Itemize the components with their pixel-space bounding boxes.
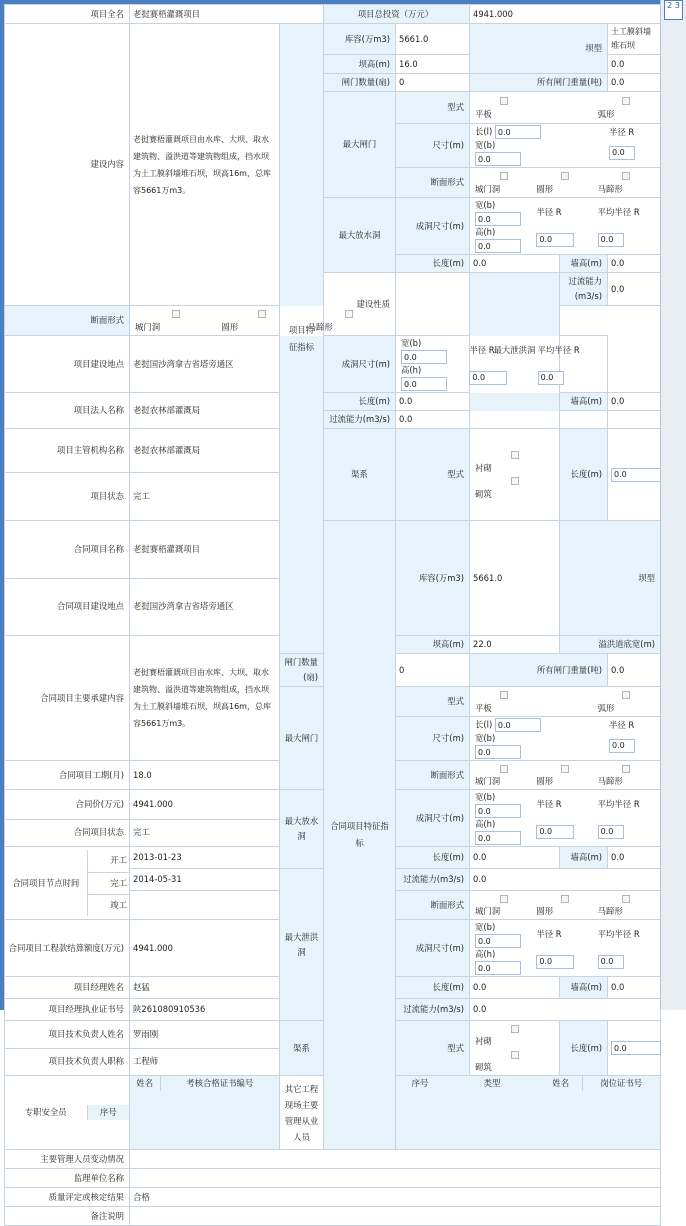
flood-horseshoe-checkbox[interactable] xyxy=(345,310,353,318)
nodes-cell xyxy=(5,847,130,920)
settle-label: 合同项目工程款结算额度(万元) xyxy=(5,920,130,977)
c-gate-weight-value: 0.0 xyxy=(608,654,661,687)
safety-label: 专职安全员 xyxy=(24,1107,67,1117)
unlined-checkbox[interactable] xyxy=(511,477,519,485)
discharge-width-input[interactable] xyxy=(475,212,521,226)
flood-section-label: 断面形式 xyxy=(5,306,130,336)
gate-width-input[interactable] xyxy=(475,152,521,166)
c-flood-flow2-value: 0.0 xyxy=(470,999,661,1021)
safety-col-index: 序号 xyxy=(87,1105,129,1120)
supervisor-value xyxy=(130,1169,661,1188)
other-col-index: 序号 xyxy=(411,1078,429,1088)
contract-content-value: 老挝赛梧灌溉项目由水库、大坝、取水建筑物、溢洪道等建筑物组成，挡水坝为土工膜斜墙堆石坝，坝高16m，总库容5661万m3。 xyxy=(130,636,280,761)
c-flood-height-input[interactable] xyxy=(475,961,521,975)
discharge-wall-label: 墙高(m) xyxy=(560,255,608,273)
notes-label: 备注说明 xyxy=(5,1207,130,1226)
c-flat-checkbox[interactable] xyxy=(500,691,508,699)
c-flood-wall-label: 墙高(m) xyxy=(560,977,608,999)
flat-label: 平板 xyxy=(475,108,492,119)
location-value: 老挝国沙湾拿吉省塔旁通区 xyxy=(130,336,280,393)
c-canal-length-label: 长度(m) xyxy=(560,1021,608,1076)
city-gate-label: 城门洞 xyxy=(475,183,501,194)
contract-name-value: 老挝赛梧灌溉项目 xyxy=(130,521,280,579)
c-gate-weight-label: 所有闸门重量(吨) xyxy=(470,654,608,687)
flood-flow-label: 过流能力(m3/s) xyxy=(560,273,608,306)
max-gate-label: 最大闸门 xyxy=(324,92,396,198)
legal-value: 老挝农林部灌溉局 xyxy=(130,393,280,429)
c-flood-size-fields xyxy=(470,920,661,977)
supervisor-label: 监理单位名称 xyxy=(5,1169,130,1188)
tech-label: 项目技术负责人姓名 xyxy=(5,1021,130,1049)
c-flood-radius-label: 半径 R xyxy=(536,929,562,939)
city-gate-checkbox[interactable] xyxy=(500,172,508,180)
final-value xyxy=(130,891,280,920)
nature-label: 建设性质 xyxy=(324,273,396,336)
flood-radius-input[interactable] xyxy=(469,371,507,385)
safety-col-name: 姓名 xyxy=(130,1076,160,1091)
flood-radius-label: 半径 R xyxy=(469,345,495,355)
c-max-discharge-label: 最大放水洞 xyxy=(280,790,324,869)
dam-height-value: 16.0 xyxy=(396,55,470,74)
flood-wall-value: 0.0 xyxy=(608,393,661,411)
contract-location-label: 合同项目建设地点 xyxy=(5,578,130,636)
c-discharge-avg-radius-label: 平均半径 R xyxy=(597,799,640,809)
canal-length-label: 长度(m) xyxy=(560,429,608,521)
tech-title-value: 工程师 xyxy=(130,1048,280,1076)
c-section-options xyxy=(470,761,661,790)
c-width-b-label: 宽(b) xyxy=(475,733,496,743)
c-flood-length-value: 0.0 xyxy=(470,977,560,999)
canal-length-input[interactable] xyxy=(611,468,661,482)
flood-flow-value: 0.0 xyxy=(608,273,661,306)
c-discharge-length-label: 长度(m) xyxy=(396,847,470,869)
c-section-label: 断面形式 xyxy=(396,761,470,790)
c-flood-avg-radius-input[interactable] xyxy=(598,955,624,969)
project-form-table xyxy=(4,4,661,1226)
changes-label: 主要管理人员变动情况 xyxy=(5,1150,130,1169)
c-capacity-value: 5661.0 xyxy=(470,521,560,636)
dam-type-value: 土工膜斜墙堆石坝 xyxy=(608,24,661,55)
c-flood-length-label: 长度(m) xyxy=(396,977,470,999)
c-gate-width-input[interactable] xyxy=(475,745,521,759)
c-arc-label: 弧形 xyxy=(597,702,615,713)
width-b-label: 宽(b) xyxy=(475,140,496,150)
c-discharge-wall-label: 墙高(m) xyxy=(560,847,608,869)
contract-status-label: 合同项目状态 xyxy=(5,819,130,846)
start-label: 开工 xyxy=(87,850,129,872)
contract-status-value: 完工 xyxy=(130,819,280,846)
duration-value: 18.0 xyxy=(130,761,280,790)
gate-size-label: 尺寸(m) xyxy=(396,124,470,168)
gate-size-fields xyxy=(470,124,661,168)
c-canal-form-options xyxy=(470,1021,560,1076)
c-flood-city-gate-label: 城门洞 xyxy=(475,906,501,916)
vertical-scrollbar[interactable] xyxy=(660,0,686,1010)
flood-formed-size-label: 成洞尺寸(m) xyxy=(324,336,396,393)
c-discharge-width-label: 宽(b) xyxy=(475,792,496,802)
max-flood-label: 最大泄洪洞 xyxy=(470,273,560,429)
c-flood-circle-checkbox[interactable] xyxy=(561,895,569,903)
lined-checkbox[interactable] xyxy=(511,451,519,459)
status-value: 完工 xyxy=(130,473,280,521)
section-label: 断面形式 xyxy=(396,168,470,198)
discharge-width-label: 宽(b) xyxy=(475,200,496,210)
c-gate-size-label: 尺寸(m) xyxy=(396,717,470,761)
flood-city-gate-label: 城门洞 xyxy=(135,321,161,332)
c-discharge-height-label: 高(h) xyxy=(475,819,496,829)
flood-city-gate-checkbox[interactable] xyxy=(172,310,180,318)
c-unlined-checkbox[interactable] xyxy=(511,1051,519,1059)
gate-count-label: 闸门数量(扇) xyxy=(324,74,396,92)
authority-value: 老挝农林部灌溉局 xyxy=(130,429,280,473)
c-lined-label: 衬砌 xyxy=(475,1036,492,1046)
project-name-label: 项目全名 xyxy=(5,5,130,24)
notes-value xyxy=(130,1207,661,1226)
gate-length-input[interactable] xyxy=(495,125,541,139)
c-gate-radius-input[interactable] xyxy=(609,739,635,753)
discharge-radius-input[interactable] xyxy=(536,233,574,247)
nature-value xyxy=(396,273,470,336)
c-radius-label: 半径 R xyxy=(609,719,635,730)
gate-count-value: 0 xyxy=(396,74,470,92)
c-flood-section-options xyxy=(470,891,661,920)
content-label: 建设内容 xyxy=(5,24,130,306)
max-discharge-label: 最大放水洞 xyxy=(324,198,396,273)
total-invest-value: 4941.000 xyxy=(470,5,661,24)
flood-avg-radius-input[interactable] xyxy=(538,371,564,385)
c-flood-width-label: 宽(b) xyxy=(475,922,496,932)
c-arc-checkbox[interactable] xyxy=(622,691,630,699)
discharge-size-fields xyxy=(470,198,661,255)
legal-label: 项目法人名称 xyxy=(5,393,130,429)
c-horseshoe-checkbox[interactable] xyxy=(622,765,630,773)
c-max-flood-label: 最大泄洪洞 xyxy=(280,869,324,1021)
gate-form-options xyxy=(470,92,661,124)
c-unlined-label: 砌筑 xyxy=(475,1062,492,1072)
c-discharge-radius-input[interactable] xyxy=(536,825,574,839)
c-gate-size-fields xyxy=(470,717,661,761)
c-flood-section-label: 断面形式 xyxy=(396,891,470,920)
contract-feature-label: 合同项目特征指标 xyxy=(324,521,396,1150)
c-dam-type-label: 坝型 xyxy=(560,521,661,636)
quality-value: 合格 xyxy=(130,1188,661,1207)
c-discharge-size-fields xyxy=(470,790,661,847)
flat-checkbox[interactable] xyxy=(500,97,508,105)
c-formed-size-label: 成洞尺寸(m) xyxy=(396,790,470,847)
discharge-height-input[interactable] xyxy=(475,239,521,253)
authority-label: 项目主管机构名称 xyxy=(5,429,130,473)
pm-label: 项目经理姓名 xyxy=(5,977,130,999)
c-flood-horseshoe-label: 马蹄形 xyxy=(597,906,623,916)
c-flood-height-label: 高(h) xyxy=(475,949,496,959)
form-panel xyxy=(4,4,660,1221)
c-canal-length-input[interactable] xyxy=(611,1041,661,1055)
c-flood-circle-label: 圆形 xyxy=(536,906,554,916)
pm-value: 赵猛 xyxy=(130,977,280,999)
c-canal-form-label: 型式 xyxy=(396,1021,470,1076)
flood-avg-radius-label: 平均半径 R xyxy=(537,345,580,355)
flood-width-label: 宽(b) xyxy=(401,338,422,348)
project-name-value: 老挝赛梧灌溉项目 xyxy=(130,5,324,24)
settle-value: 4941.000 xyxy=(130,920,280,977)
contract-name-label: 合同项目名称 xyxy=(5,521,130,579)
c-city-gate-checkbox[interactable] xyxy=(500,765,508,773)
other-staff-label: 其它工程现场主要管理从业人员 xyxy=(280,1076,324,1150)
flood-length-value: 0.0 xyxy=(396,393,470,411)
c-circle-checkbox[interactable] xyxy=(561,765,569,773)
c-length-l-label: 长(l) xyxy=(475,719,493,730)
canal-form-options xyxy=(470,429,560,521)
canal-label: 渠系 xyxy=(324,429,396,521)
c-discharge-wall-value: 0.0 xyxy=(608,847,661,869)
c-flood-width-input[interactable] xyxy=(475,934,521,948)
horseshoe-checkbox[interactable] xyxy=(622,172,630,180)
changes-value xyxy=(130,1150,661,1169)
c-flat-label: 平板 xyxy=(475,702,492,713)
quality-label: 质量评定或核定结果 xyxy=(5,1188,130,1207)
c-discharge-length-value: 0.0 xyxy=(470,847,560,869)
c-discharge-width-input[interactable] xyxy=(475,804,521,818)
c-flood-city-gate-checkbox[interactable] xyxy=(500,895,508,903)
price-label: 合同价(万元) xyxy=(5,790,130,820)
flood-flow2-label: 过流能力(m3/s) xyxy=(324,411,396,429)
other-col-name: 姓名 xyxy=(540,1076,582,1091)
nodes-label: 合同项目节点时间 xyxy=(12,877,80,888)
c-city-gate-label: 城门洞 xyxy=(475,776,501,786)
other-col-type: 类型 xyxy=(483,1078,501,1088)
gate-radius-input[interactable] xyxy=(609,146,635,160)
finish-label: 完工 xyxy=(87,872,129,894)
final-label: 竣工 xyxy=(87,894,129,916)
duration-label: 合同项目工期(月) xyxy=(5,761,130,790)
feature-label: 项目特征指标 xyxy=(280,24,324,654)
flood-circle-checkbox[interactable] xyxy=(258,310,266,318)
c-dam-height-label: 坝高(m) xyxy=(396,636,470,654)
other-col-cert: 岗位证书号 xyxy=(600,1078,643,1088)
contract-content-label: 合同项目主要承建内容 xyxy=(5,636,130,761)
dam-height-label: 坝高(m) xyxy=(324,55,396,74)
c-flood-wall-value: 0.0 xyxy=(608,977,661,999)
discharge-height-label: 高(h) xyxy=(475,227,496,237)
status-label: 项目状态 xyxy=(5,473,130,521)
flood-width-input[interactable] xyxy=(401,350,447,364)
gate-weight-value: 0.0 xyxy=(608,74,661,92)
c-dam-height-value: 22.0 xyxy=(470,636,560,654)
c-discharge-avg-radius-input[interactable] xyxy=(598,825,624,839)
discharge-avg-radius-label: 平均半径 R xyxy=(597,207,640,217)
flood-length-label: 长度(m) xyxy=(324,393,396,411)
contract-location-value: 老挝国沙湾拿吉省塔旁通区 xyxy=(130,578,280,636)
length-l-label: 长(l) xyxy=(475,126,493,137)
c-discharge-height-input[interactable] xyxy=(475,831,521,845)
other-staff-table xyxy=(396,1076,661,1150)
total-invest-label: 项目总投资（万元） xyxy=(324,5,470,24)
lined-label: 衬砌 xyxy=(475,462,492,473)
gate-form-label: 型式 xyxy=(396,92,470,124)
c-capacity-label: 库容(万m3) xyxy=(396,521,470,636)
unlined-label: 砌筑 xyxy=(475,488,492,499)
radius-label: 半径 R xyxy=(609,126,635,137)
c-flood-horseshoe-checkbox[interactable] xyxy=(622,895,630,903)
capacity-label: 库容(万m3) xyxy=(324,24,396,55)
c-flood-flow2-label: 过流能力(m3/s) xyxy=(396,999,470,1021)
c-horseshoe-label: 马蹄形 xyxy=(597,776,623,786)
c-flood-radius-input[interactable] xyxy=(536,955,574,969)
safety-cols xyxy=(130,1076,280,1150)
c-lined-checkbox[interactable] xyxy=(511,1025,519,1033)
c-flood-avg-radius-label: 平均半径 R xyxy=(597,929,640,939)
safety-col-cert: 考核合格证书编号 xyxy=(186,1078,254,1088)
c-canal-label: 渠系 xyxy=(280,1021,324,1076)
c-discharge-radius-label: 半径 R xyxy=(536,799,562,809)
horseshoe-label: 马蹄形 xyxy=(597,183,623,194)
dam-type-label: 坝型 xyxy=(470,24,608,74)
scroll-page-indicator[interactable]: 2 3 xyxy=(664,0,683,20)
discharge-length-label: 长度(m) xyxy=(396,255,470,273)
safety-cell xyxy=(5,1076,130,1150)
c-gate-length-input[interactable] xyxy=(495,718,541,732)
c-canal-length-field xyxy=(608,1021,661,1076)
circle-label: 圆形 xyxy=(536,183,554,194)
circle-checkbox[interactable] xyxy=(561,172,569,180)
arc-label: 弧形 xyxy=(597,108,615,119)
start-value: 2013-01-23 xyxy=(130,847,280,869)
flood-wall-label: 墙高(m) xyxy=(560,393,608,411)
c-gate-count-label: 闸门数量(扇) xyxy=(280,654,324,687)
c-max-gate-label: 最大闸门 xyxy=(280,687,324,790)
spill-width-value: 0.0 xyxy=(608,55,661,74)
price-value: 4941.000 xyxy=(130,790,280,820)
c-flood-formed-size-label: 成洞尺寸(m) xyxy=(396,920,470,977)
flood-circle-label: 圆形 xyxy=(221,321,239,332)
discharge-wall-value: 0.0 xyxy=(608,255,661,273)
tech-title-label: 项目技术负责人职称 xyxy=(5,1048,130,1076)
license-label: 项目经理执业证书号 xyxy=(5,999,130,1021)
c-flood-flow-label: 过流能力(m3/s) xyxy=(396,869,470,891)
c-gate-form-options xyxy=(470,687,661,717)
content-value: 老挝赛梧灌溉项目由水库、大坝、取水建筑物、溢洪道等建筑物组成，挡水坝为土工膜斜墙堆石坝，坝高16m，总库容5661万m3。 xyxy=(130,24,280,306)
flood-height-label: 高(h) xyxy=(401,365,422,375)
arc-checkbox[interactable] xyxy=(622,97,630,105)
finish-value: 2014-05-31 xyxy=(130,869,280,891)
flood-flow2-value: 0.0 xyxy=(396,411,608,429)
license-value: 陕261080910536 xyxy=(130,999,280,1021)
discharge-length-value: 0.0 xyxy=(470,255,560,273)
canal-form-label: 型式 xyxy=(396,429,470,521)
capacity-value: 5661.0 xyxy=(396,24,470,55)
location-label: 项目建设地点 xyxy=(5,336,130,393)
flood-horseshoe-label: 马蹄形 xyxy=(307,321,333,332)
gate-weight-label: 所有闸门重量(吨) xyxy=(470,74,608,92)
c-flood-flow-value: 0.0 xyxy=(470,869,661,891)
canal-length-field xyxy=(608,429,661,521)
tech-value: 罗雨刚 xyxy=(130,1021,280,1049)
flood-height-input[interactable] xyxy=(401,377,447,391)
formed-size-label: 成洞尺寸(m) xyxy=(396,198,470,255)
section-options xyxy=(470,168,661,198)
flood-section-options xyxy=(130,306,396,336)
discharge-radius-label: 半径 R xyxy=(536,207,562,217)
c-gate-form-label: 型式 xyxy=(396,687,470,717)
c-spill-width-label: 溢洪道底宽(m) xyxy=(560,636,661,654)
c-circle-label: 圆形 xyxy=(536,776,554,786)
c-gate-count-value: 0 xyxy=(396,654,470,687)
discharge-avg-radius-input[interactable] xyxy=(598,233,624,247)
